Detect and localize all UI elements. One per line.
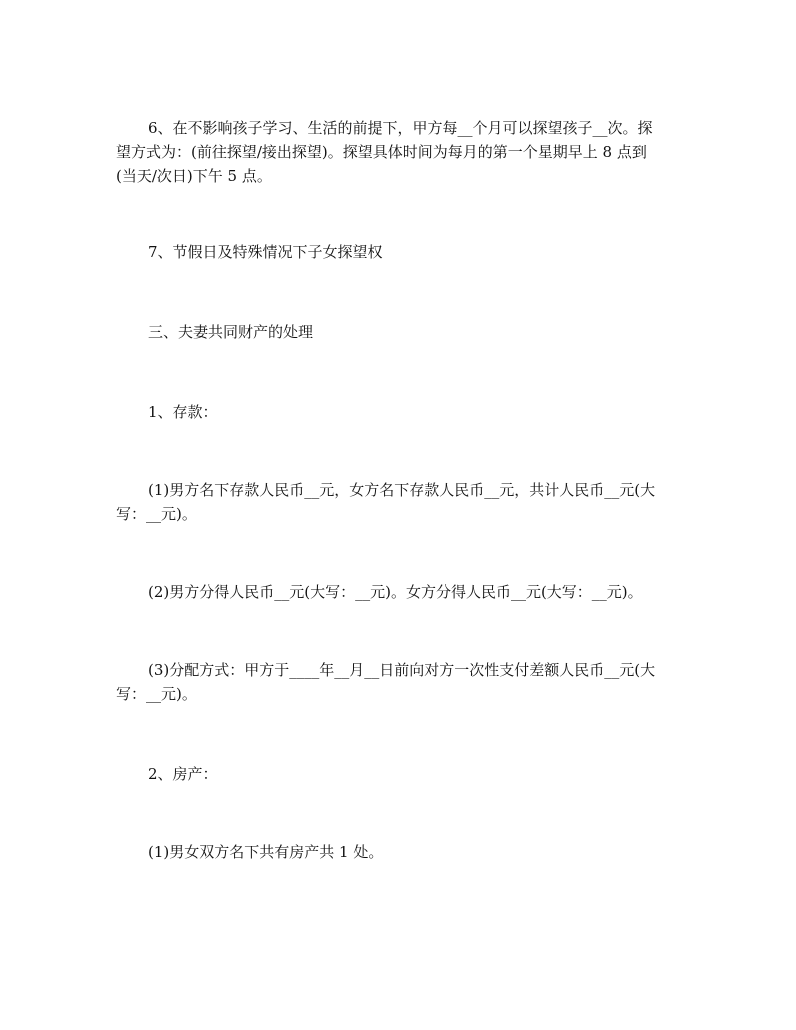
- paragraph-line: (当天/次日)下午 5 点。: [116, 167, 272, 185]
- paragraph-line: 望方式为：(前往探望/接出探望)。探望具体时间为每月的第一个星期早上 8 点到: [116, 143, 647, 161]
- paragraph-line: 2、房产：: [148, 765, 218, 783]
- paragraph-holiday-visitation: [116, 240, 688, 264]
- paragraph-visitation-frequency: [116, 116, 688, 188]
- paragraph-line: 写：__元)。: [116, 685, 197, 703]
- paragraph-line: 三、夫妻共同财产的处理: [148, 323, 314, 341]
- paragraph-line: 7、节假日及特殊情况下子女探望权: [148, 243, 383, 261]
- subheading-real-estate: [116, 762, 688, 786]
- paragraph-real-estate-count: [116, 840, 688, 864]
- paragraph-line: 1、存款：: [148, 403, 218, 421]
- paragraph-line: 写：__元)。: [116, 505, 197, 523]
- paragraph-line: 6、在不影响孩子学习、生活的前提下，甲方每__个月可以探望孩子__次。探: [148, 119, 653, 137]
- paragraph-deposit-split: [116, 580, 688, 604]
- paragraph-line: (2)男方分得人民币__元(大写：__元)。女方分得人民币__元(大写：__元)。: [148, 583, 643, 601]
- paragraph-payment-method: [116, 658, 688, 706]
- paragraph-line: (1)男方名下存款人民币__元，女方名下存款人民币__元，共计人民币__元(大: [148, 481, 656, 499]
- paragraph-deposit-amounts: [116, 478, 688, 526]
- paragraph-line: (1)男女双方名下共有房产共 1 处。: [148, 843, 384, 861]
- subheading-deposits: [116, 400, 688, 424]
- section-heading-joint-property: [116, 320, 688, 344]
- paragraph-line: (3)分配方式：甲方于____年__月__日前向对方一次性支付差额人民币__元(大: [148, 661, 656, 679]
